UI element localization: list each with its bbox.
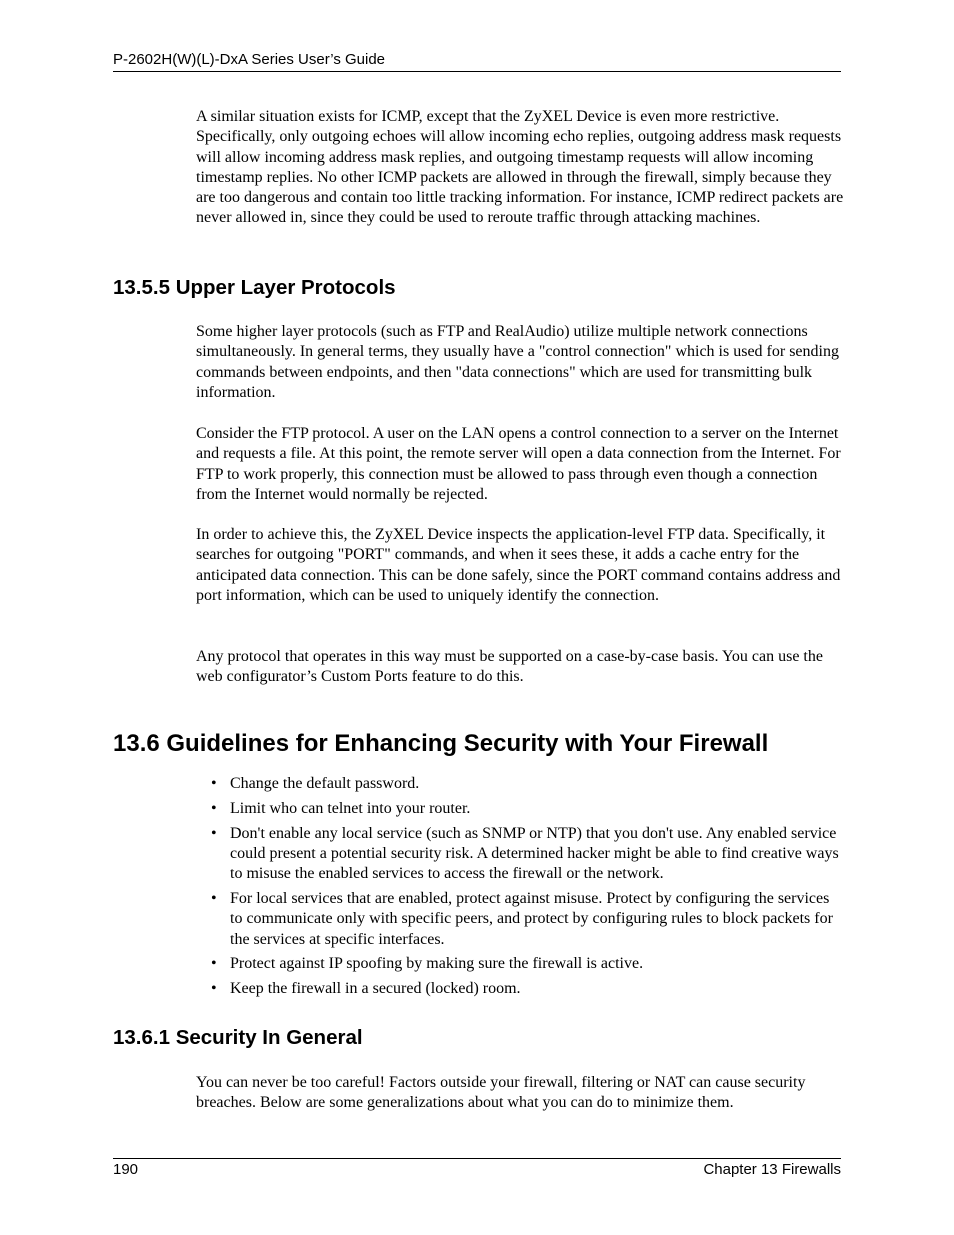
section-heading-13-6-1: 13.6.1 Security In General <box>113 1026 363 1049</box>
paragraph-ftp-protocol: Consider the FTP protocol. A user on the LAN opens a control connection to a server on the Internet and requests a file. At this point, the remote server will open a data connection from the Internet. For FTP to work properly, this connection must be allowed to pass through even though a connection from the Internet would normally be rejected. <box>196 425 841 503</box>
list-item: • Don't enable any local service (such as SNMP or NTP) that you don't use. Any enabled service could present a potential security risk. A determined hacker might be able to find creative ways to misuse the enabled services to access the firewall or the network. <box>211 824 839 883</box>
security-guidelines-list <box>196 774 844 1004</box>
bullet-icon: • <box>211 889 217 907</box>
paragraph-port-commands: In order to achieve this, the ZyXEL Device inspects the application-level FTP data. Specifically, it searches for outgoing "PORT" commands, and when it sees these, it adds a cache entry for the anticipated data connection. This can be done safely, since the PORT command contains address and port information, which can be used to uniquely identify the connection. <box>196 526 841 604</box>
page-number: 190 <box>113 1161 139 1178</box>
header-divider <box>113 71 841 72</box>
intro-paragraph: A similar situation exists for ICMP, except that the ZyXEL Device is even more restrictive. Specifically, only outgoing echoes will allow incoming echo replies, outgoing address mask requests will allow incoming address mask replies, and outgoing timestamp requests will allow incoming timestamp replies. No other ICMP packets are allowed in through the firewall, simply because they are too dangerous and contain too little tracking information. For instance, ICMP redirect packets are never allowed in, since they could be used to reroute traffic through attacking machines. <box>196 108 844 227</box>
paragraph-security-in-general: You can never be too careful! Factors outside your firewall, filtering or NAT can cause security breaches. Below are some generalizations about what you can do to minimize them. <box>196 1074 806 1112</box>
list-item: • Change the default password. <box>196 774 844 794</box>
list-item: • For local services that are enabled, protect against misuse. Protect by configuring the services to communicate only with specific peers, and protect by configuring rules to block packets for the services at specific interfaces. <box>211 889 833 948</box>
bullet-icon: • <box>211 980 217 998</box>
section-heading-13-5-5: 13.5.5 Upper Layer Protocols <box>113 276 396 299</box>
paragraph-custom-ports: Any protocol that operates in this way must be supported on a case-by-case basis. You can use the web configurator’s Custom Ports feature to do this. <box>196 648 823 686</box>
paragraph-higher-layer-protocols: Some higher layer protocols (such as FTP and RealAudio) utilize multiple network connections simultaneously. In general terms, they usually have a "control connection" which is used for sending commands between endpoints, and then "data connections" which are used for transmitting bulk information. <box>196 323 839 401</box>
bullet-icon: • <box>211 799 217 817</box>
list-item: • Protect against IP spoofing by making sure the firewall is active. <box>196 954 844 974</box>
running-header: P-2602H(W)(L)-DxA Series User’s Guide <box>113 51 386 68</box>
bullet-icon: • <box>211 775 217 792</box>
bullet-icon: • <box>211 824 217 842</box>
list-item: • Limit who can telnet into your router. <box>196 799 844 819</box>
chapter-label: Chapter 13 Firewalls <box>703 1161 841 1178</box>
footer-divider <box>113 1158 841 1159</box>
list-item: • Keep the firewall in a secured (locked) room. <box>196 979 844 999</box>
bullet-icon: • <box>211 955 217 973</box>
section-heading-13-6: 13.6 Guidelines for Enhancing Security with Your Firewall <box>113 730 769 757</box>
